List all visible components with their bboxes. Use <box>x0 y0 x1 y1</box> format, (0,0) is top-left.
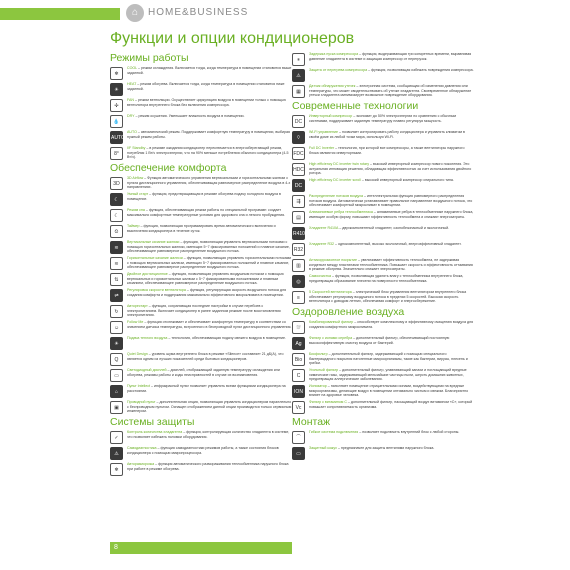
feature-description <box>127 146 292 160</box>
feature-keyword: Фильтр с витамином C <box>309 400 347 404</box>
feature-keyword: Ионизатор <box>309 384 327 388</box>
feature-icon: ▭ <box>292 447 305 460</box>
feature-keyword: I/F Standby <box>127 146 146 150</box>
feature-icon: ❄ <box>110 463 123 476</box>
feature-description <box>309 178 474 183</box>
feature-keyword: Инверторный компрессор <box>309 114 353 118</box>
feature-item <box>110 304 292 318</box>
feature-text: – функция, позволяющая управлять воздушным потоком с помощью вертикальных и горизонтальных жалюзи с 5~7 фиксированными положениями и плавным качанием, обеспечивающее равномерное распределение воздушного потока. <box>127 272 284 285</box>
feature-item <box>292 384 474 398</box>
feature-item <box>292 446 474 460</box>
feature-item <box>292 114 474 128</box>
section-heading: Режимы работы <box>110 52 189 64</box>
feature-description <box>127 82 292 91</box>
feature-icon: Q <box>110 353 123 366</box>
page-title: Функции и опции кондиционеров <box>110 30 355 47</box>
feature-item <box>292 242 474 256</box>
feature-description <box>127 430 292 439</box>
feature-keyword: Умный старт <box>127 192 149 196</box>
feature-keyword: Светодиодный дисплей <box>127 368 167 372</box>
feature-keyword: High efficiency DC inverter scroll <box>309 178 361 182</box>
feature-text: – дисплей, отображающий заданную температуру охлаждения или обогрева, режимы работы и коды неисправностей в случае их возникновения. <box>127 368 280 377</box>
feature-text: – функция отслеживает и обеспечивает комфортную температуру в соответствии со значением датчика температуры, встроенного в беспроводной пульт дистанционного управления. <box>127 320 292 329</box>
feature-text: – инфракрасный пульт позволяет управлять всеми функциями кондиционера на расстоянии. <box>127 384 286 393</box>
feature-item <box>292 320 474 334</box>
feature-description <box>127 98 292 107</box>
feature-keyword: Регулировка скорости вентилятора <box>127 288 186 292</box>
feature-keyword: Алюминиевые ребра теплообменника <box>309 210 373 214</box>
feature-item <box>292 162 474 176</box>
brand-logo-icon: ⌂ <box>126 4 144 22</box>
feature-icon: ⌒ <box>292 431 305 444</box>
feature-item <box>292 290 474 304</box>
feature-text: – экономит до 50% электроэнергии по сравнению с обычным системами, поддерживает заданную температуру плавно регулируя мощность. <box>309 114 456 123</box>
feature-description <box>309 400 474 409</box>
feature-keyword: Follow Me <box>127 320 144 324</box>
feature-description <box>309 162 474 176</box>
feature-icon: ⚠ <box>110 447 123 460</box>
feature-item <box>110 336 292 350</box>
feature-keyword: Горизонтальные качание жалюзи <box>127 256 183 260</box>
feature-keyword: Вертикальные качание жалюзи <box>127 240 180 244</box>
feature-text: – высокий инверторный компрессор нового поколения. Это актуальная инновация решения, обладающая эффективностью за счет использования двойного ротора. <box>309 162 472 175</box>
feature-icon: Vc <box>292 401 305 414</box>
feature-text: – функция, позволяющая управлять горизонтальными потоками с помощью вертикальных жалюзи, имеющих 5~7 фиксированных положений и плавное качание, обеспечивающее равномерное распределение воздушного потока. <box>127 256 292 269</box>
feature-description <box>309 290 474 304</box>
feature-icon: ▣ <box>110 401 123 414</box>
feature-description <box>309 258 474 272</box>
feature-description <box>309 84 474 98</box>
feature-icon: ✣ <box>110 99 123 112</box>
feature-text: – алюминиевые ребра в теплообменнике наружнего блока, имеющие особую форму, повышают эффективность теплообмена и снижают энергозатраты. <box>309 210 474 219</box>
feature-description <box>309 430 474 435</box>
feature-text: – функция самодиагностики режимов работы, а также состояния блоков кондиционера с помощью микропроцессора. <box>127 446 279 455</box>
feature-description <box>309 146 474 155</box>
feature-item <box>110 462 292 476</box>
feature-text: – функция, выдерживающая три конкретных времени, выравнивая давление хладагента в системе и защищая компрессор от перегрузок. <box>309 52 472 61</box>
feature-item <box>110 352 292 366</box>
top-bar <box>0 0 570 28</box>
feature-description <box>309 130 474 139</box>
feature-icon: ☾ <box>110 209 123 222</box>
feature-keyword: Комбинированный фильтр <box>309 320 354 324</box>
feature-text: – дополнительный фильтр, обеспечивающий постоянную высокоэффективную очистку воздуха от бактерий. <box>309 336 450 345</box>
feature-description <box>127 352 292 361</box>
feature-item <box>292 430 474 444</box>
feature-description <box>309 320 474 329</box>
feature-icon: ⌔ <box>292 131 305 144</box>
feature-keyword: Угольный фильтр <box>309 368 339 372</box>
feature-keyword: Распределение потоков воздуха <box>309 194 364 198</box>
feature-text: – дополнительный фильтр, улавливающий запахи и поглощающий вредные химические газы, задерживающий мельчайшие частицы пыли, шерсть домашних животных, предотвращая аллергические заболевания. <box>309 368 467 381</box>
feature-keyword: 5 Скоростей вентилятора <box>309 290 352 294</box>
feature-text: – функция, обеспечивающая режим работы по специальной программе: создает максимально комфортные температурные условия для здорового сна и легкого пробуждения. <box>127 208 286 217</box>
feature-description <box>127 208 292 217</box>
feature-icon: ≡ <box>292 291 305 304</box>
feature-icon: ◎ <box>292 275 305 288</box>
feature-keyword: Таймер <box>127 224 140 228</box>
feature-item <box>292 130 474 144</box>
feature-text: – Функция автоматического управления вертикальными и горизонтальными жалюзи с пульта дистанционного управления, обеспечивающая равномерное распределение воздуха в 4-х направлениях. <box>127 176 291 189</box>
feature-keyword: Биофильтр <box>309 352 328 356</box>
feature-text: – однокомпонентный, высоко экологичный, энергоэффективный хладагент. <box>334 242 462 246</box>
feature-item <box>292 210 474 224</box>
feature-keyword: FAN <box>127 98 134 102</box>
feature-text: – в режиме ожидания кондиционер переключается в энергосберегающий режим, потребляя 1 Вт/ч электроэнергии, что на 90% меньше потребления обычного кондиционера (4-5 Вт/ч). <box>127 146 289 159</box>
section-heading: Системы защиты <box>110 416 195 428</box>
feature-icon: ≋ <box>110 241 123 254</box>
feature-description <box>309 242 474 247</box>
feature-icon: 8° <box>110 147 123 160</box>
feature-description <box>127 320 292 329</box>
right-column <box>292 52 474 462</box>
feature-text: – уровень шума внутреннего блока в режиме «Silence» составляет 21 дБ(А), что является одним из лучших показателей среди бытовых кондиционеров. <box>127 352 284 361</box>
feature-keyword: Антикоррозионное покрытие <box>309 258 357 262</box>
feature-description <box>127 224 292 233</box>
feature-item <box>110 192 292 206</box>
feature-text: – режим осушения. Уменьшает влажность воздуха в помещении. <box>134 114 245 118</box>
feature-description <box>309 336 474 345</box>
feature-description <box>309 68 474 73</box>
feature-text: – дополнительный фильтр, задерживающий с помощью специального бактерицидного покрытия патогенные микроорганизмы, такие как бактерии, вирусы, плесень и грибки. <box>309 352 468 365</box>
feature-text: – электронная система, сообщающая об изменении давления или температуры, что может свидетельствовать об утечке хладагента. Своевременное обнаружение утечки хладагента минимизирует возможное повреждение оборудования. <box>309 84 472 97</box>
feature-item <box>292 274 474 288</box>
feature-icon: ↻ <box>110 305 123 318</box>
left-column <box>110 52 292 478</box>
feature-text: – технология, при которой все компрессоры, а также вентиляторы наружного блока являются инверторными. <box>309 146 465 155</box>
feature-description <box>127 462 292 471</box>
feature-description <box>127 66 292 75</box>
feature-icon: DC <box>292 115 305 128</box>
feature-text: – функция, позволяющая управлять вертикальными потоками с помощью горизонтальных жалюзи, имеющих 5~7 фиксированных положений и плавное качание, обеспечивающее равномерное распределение воздушного потока. <box>127 240 290 253</box>
feature-keyword: AUTO <box>127 130 137 134</box>
feature-description <box>127 114 292 119</box>
feature-item <box>110 224 292 238</box>
page-footer-bar <box>110 542 292 554</box>
feature-keyword: Quiet Design <box>127 352 148 356</box>
feature-text: – режим обогрева. Включается тогда, когда температура в помещении становится ниже заданной. <box>127 82 285 91</box>
feature-item <box>110 288 292 302</box>
feature-text: – функция, предотвращающая в режиме обогрева подачу холодного воздуха в помещение. <box>127 192 281 201</box>
feature-description <box>309 384 474 398</box>
feature-keyword: Гибкое система подключения <box>309 430 359 434</box>
feature-icon: ▭ <box>110 369 123 382</box>
feature-icon: C <box>292 369 305 382</box>
feature-text: – дополнительный фильтр, насыщающий воздух витамином «С», который повышает сопротивляемость организма. <box>309 400 473 409</box>
feature-keyword: Авторазморозка <box>127 462 155 466</box>
feature-keyword: Хладагент R410A <box>309 226 339 230</box>
feature-description <box>127 400 292 414</box>
feature-item <box>292 368 474 382</box>
feature-icon: ❄ <box>110 67 123 80</box>
feature-icon: ⇶ <box>292 195 305 208</box>
feature-item <box>110 400 292 414</box>
feature-icon: ≋ <box>110 257 123 270</box>
feature-keyword: Самодиагностика <box>127 446 157 450</box>
feature-text: – интеллектуальная функция равномерного распределения потоков воздуха. Автоматически устанавливает правильное направление воздушного потока, что обеспечивает комфортный микроклимат в помещении. <box>309 194 473 207</box>
feature-text: – автоматический режим. Поддерживает комфортную температуру в помещении, выбирая нужный режим работы. <box>127 130 290 139</box>
page-number: 8 <box>114 544 118 551</box>
feature-text: – позволяет подключить внутренний блок с любой стороны. <box>358 430 460 434</box>
feature-description <box>309 194 474 208</box>
feature-description <box>127 130 292 139</box>
feature-keyword: Проводной пульт <box>127 400 156 404</box>
feature-description <box>127 288 292 297</box>
feature-text: – функция, сохраняющая последние настройки в случае перебоев с электропитанием. Включает кондиционер в ранее заданном режиме после восстановления электропитания. <box>127 304 281 317</box>
feature-description <box>309 52 474 61</box>
feature-description <box>127 256 292 270</box>
feature-text: – функция автоматического размораживания теплообменника наружного блока при работе в режиме обогрева. <box>127 462 289 471</box>
feature-keyword: Режим сна <box>127 208 145 212</box>
feature-description <box>127 304 292 318</box>
feature-icon: ION <box>292 385 305 398</box>
feature-item <box>292 68 474 82</box>
feature-icon: ⇅ <box>110 273 123 286</box>
feature-description <box>309 210 474 219</box>
feature-keyword: HEAT <box>127 82 137 86</box>
feature-item <box>292 226 474 240</box>
feature-icon: ✓ <box>110 431 123 444</box>
section-heading: Современные технологии <box>292 100 419 112</box>
feature-text: – двухкомпонентный хладагент, озонобезопасный и экологичный. <box>338 226 450 230</box>
feature-item <box>110 240 292 254</box>
feature-description <box>309 352 474 366</box>
feature-description <box>127 368 292 377</box>
feature-text: – электрический блок управления вентилятором внутреннего блока обеспечивает регулировку воздушного потока в пределах 5 скоростей. Высокая скорость вентилятора с доводом летних, обеспечивая комфорт и энергосбережение. <box>309 290 467 303</box>
header-accent-strip <box>0 8 120 20</box>
feature-keyword: Защита от перегрева компрессора <box>309 68 368 72</box>
feature-description <box>127 176 292 190</box>
feature-icon: ⇌ <box>110 289 123 302</box>
feature-icon: ☀ <box>110 83 123 96</box>
feature-text: – предназначен для защиты вентилями наружного блока. <box>336 446 435 450</box>
feature-description <box>309 226 474 231</box>
feature-icon: Bio <box>292 353 305 366</box>
feature-keyword: Защитный кожух <box>309 446 337 450</box>
feature-item <box>110 82 292 96</box>
feature-icon: ⏸ <box>292 53 305 66</box>
feature-description <box>127 192 292 201</box>
section-heading: Монтаж <box>292 416 331 428</box>
feature-icon: ☾ <box>110 193 123 206</box>
feature-description <box>309 114 474 123</box>
feature-item <box>292 336 474 350</box>
feature-description <box>309 446 474 451</box>
feature-item <box>110 384 292 398</box>
feature-icon: ▦ <box>292 85 305 98</box>
feature-text: – режим вентиляции. Осуществляет циркуляцию воздуха в помещении только с помощью вентилятора внутреннего блока без включения компрессора. <box>127 98 286 107</box>
feature-item <box>110 368 292 382</box>
feature-icon: HDC <box>292 163 305 176</box>
feature-item <box>110 320 292 334</box>
section-heading: Оздоровление воздуха <box>292 306 405 318</box>
feature-icon: DC <box>292 179 305 192</box>
feature-icon: ⚠ <box>292 69 305 82</box>
feature-text: – режим охлаждения. Включается тогда, когда температура в помещении становится выше заданной. <box>127 66 292 75</box>
feature-text: – наполняет помещение отрицательными ионами, воздействующими на вредные микроорганизмы, делающие воздух в помещении оптимально чистым и свежим. Благоприятно влияет на здоровье человека. <box>309 384 469 397</box>
feature-text: – дополнительная опция, позволяющая управлять кондиционером параллельно с беспроводным пультом. Оснащен отображением данной опции производится только сервисным инженером. <box>127 400 292 413</box>
feature-description <box>127 446 292 455</box>
feature-item <box>110 256 292 270</box>
feature-description <box>127 384 292 393</box>
feature-icon: ▤ <box>292 211 305 224</box>
feature-text: – функция, позволяющая программировать время автоматического включения и выключения кондиционера в течение суток. <box>127 224 276 233</box>
feature-item <box>292 84 474 98</box>
feature-icon: 3D <box>110 177 123 190</box>
feature-text: – увеличивает эффективность теплообмена, не задерживая конденсат между пластинами теплообменника. Повышает скорость и эффективность оттаивания в режиме обогрева. Значительно снижает энергозатраты. <box>309 258 473 271</box>
feature-keyword: Самоочистка <box>309 274 331 278</box>
feature-description <box>127 272 292 286</box>
feature-keyword: 3D Airflow <box>127 176 144 180</box>
feature-text: – технология, обеспечивающая подачу свежего воздуха в помещение. <box>167 336 287 340</box>
feature-item <box>110 66 292 80</box>
feature-keyword: Пульт Intellect <box>127 384 151 388</box>
feature-keyword: Задержка пуска компрессора <box>309 52 359 56</box>
feature-item <box>110 98 292 112</box>
feature-icon: FDC <box>292 147 305 160</box>
feature-item <box>110 272 292 286</box>
feature-text: – функция, позволяющая избежать повреждения компрессора. <box>367 68 474 72</box>
feature-item <box>292 194 474 208</box>
feature-text: – функция, позволяющая удалять влагу с теплообменника внутреннего блока, предотвращая образование плесени на поверхности теплообменника. <box>309 274 464 283</box>
feature-keyword: Датчик обнаружения утечек <box>309 84 356 88</box>
feature-icon: ☀ <box>110 337 123 350</box>
feature-keyword: Авторестарт <box>127 304 148 308</box>
feature-text: – высокий инверторный компрессор спирального типа. <box>360 178 454 182</box>
feature-icon: 💧 <box>110 115 123 128</box>
feature-text: – способствует комплексному и эффективному очищению воздуха для создания комфортного микроклимата. <box>309 320 474 329</box>
feature-item <box>292 178 474 192</box>
feature-item <box>110 208 292 222</box>
feature-item <box>292 146 474 160</box>
feature-icon: ⌂ <box>110 385 123 398</box>
feature-item <box>110 130 292 144</box>
feature-description <box>309 368 474 382</box>
feature-item <box>292 352 474 366</box>
feature-icon: ▥ <box>292 259 305 272</box>
feature-item <box>110 114 292 128</box>
feature-keyword: Подача теплого воздуха <box>127 336 168 340</box>
feature-text: – функция, регулирующая скорость воздушного потока для создания комфорта и поддержания максимально эффективного микроклимата в помещении. <box>127 288 287 297</box>
feature-description <box>127 336 292 341</box>
feature-icon: R410 <box>292 227 305 240</box>
feature-text: – позволяет контролировать работу кондиционера и управлять климатом в своём доме из любой точки мира, используя Wi-Fi. <box>309 130 465 139</box>
feature-keyword: COOL <box>127 66 138 70</box>
feature-keyword: DRY <box>127 114 135 118</box>
feature-icon: AUTO <box>110 131 123 144</box>
feature-item <box>110 176 292 190</box>
feature-keyword: Хладагент R32 <box>309 242 335 246</box>
feature-icon: R32 <box>292 243 305 256</box>
feature-keyword: Full DC Inverter <box>309 146 335 150</box>
feature-keyword: Фильтр с ионами серебра <box>309 336 353 340</box>
feature-keyword: Двойное дистанционное <box>127 272 168 276</box>
feature-keyword: Wi-Fi управление <box>309 130 339 134</box>
feature-item <box>292 400 474 414</box>
feature-item <box>110 446 292 460</box>
feature-item <box>292 52 474 66</box>
feature-icon: Ag <box>292 337 305 350</box>
feature-keyword: High efficiency DC inverter twin rotary <box>309 162 370 166</box>
feature-icon: ⛆ <box>292 321 305 334</box>
feature-item <box>292 258 474 272</box>
feature-icon: ☺ <box>110 321 123 334</box>
feature-description <box>309 274 474 283</box>
feature-text: – функция, контролирующая количество хладагента в системе, что позволяет избежать поломки оборудования. <box>127 430 290 439</box>
feature-item <box>110 430 292 444</box>
feature-description <box>127 240 292 254</box>
feature-item <box>110 146 292 160</box>
brand-name: HOME&BUSINESS <box>148 7 249 18</box>
section-heading: Обеспечение комфорта <box>110 162 227 174</box>
feature-icon: ⏲ <box>110 225 123 238</box>
feature-keyword: Контроль количества хладагента <box>127 430 183 434</box>
